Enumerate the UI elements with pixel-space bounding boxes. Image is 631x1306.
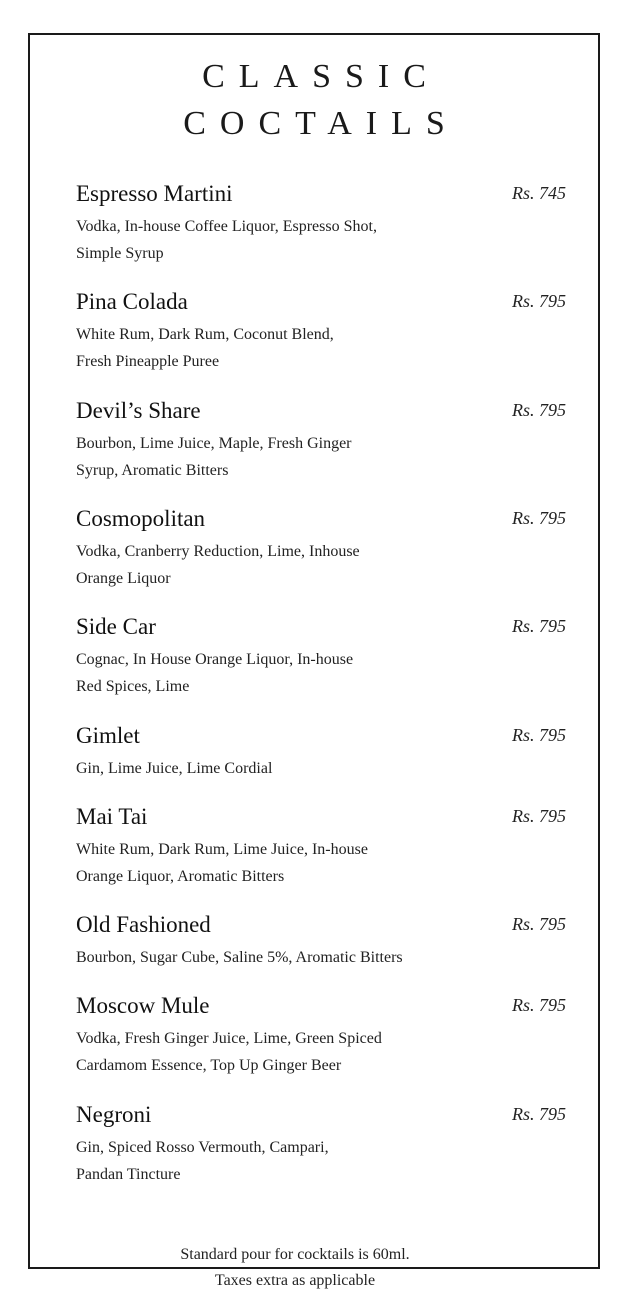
item-name: Moscow Mule [76,993,210,1018]
item-name: Gimlet [76,723,140,748]
item-price: Rs. 795 [512,806,566,826]
item-description [76,430,446,484]
item-description [76,213,446,267]
item-description-line: Syrup, Aromatic Bitters [76,462,229,479]
item-price: Rs. 795 [512,1104,566,1124]
item-name: Espresso Martini [76,181,233,206]
item-price: Rs. 795 [512,725,566,745]
item-price: Rs. 795 [512,616,566,636]
item-price: Rs. 795 [512,400,566,420]
item-description [76,836,446,890]
item-description-line: Red Spices, Lime [76,678,190,695]
footer-pour-note: Standard pour for cocktails is 60ml. [180,1246,410,1263]
item-description-line: Bourbon, Sugar Cube, Saline 5%, Aromatic Bitters [76,949,403,966]
menu-item-pina-colada [76,289,576,375]
item-name: Cosmopolitan [76,506,206,531]
item-description-line: Bourbon, Lime Juice, Maple, Fresh Ginger [76,435,352,452]
menu-item-negroni [76,1102,576,1188]
item-description-line: Orange Liquor, Aromatic Bitters [76,868,285,885]
menu-item-mai-tai [76,804,576,890]
item-price: Rs. 795 [512,914,566,934]
menu-item-side-car [76,614,576,700]
item-name: Side Car [76,614,156,639]
item-description-line: Cardamom Essence, Top Up Ginger Beer [76,1057,342,1074]
item-description-line: White Rum, Dark Rum, Lime Juice, In-house [76,841,368,858]
item-price: Rs. 795 [512,995,566,1015]
item-description [76,755,446,782]
item-name: Negroni [76,1102,152,1127]
item-description-line: Vodka, Cranberry Reduction, Lime, Inhouse [76,543,360,560]
item-description-line: Simple Syrup [76,245,164,262]
item-description [76,1134,446,1188]
item-description-line: Orange Liquor [76,570,171,587]
item-name: Devil’s Share [76,398,201,423]
item-description-line: Gin, Lime Juice, Lime Cordial [76,760,273,777]
menu-item-gimlet [76,723,576,782]
item-description-line: Vodka, In-house Coffee Liquor, Espresso Shot, [76,218,377,235]
item-description [76,1025,446,1079]
item-description [76,646,446,700]
item-price: Rs. 795 [512,291,566,311]
item-name: Old Fashioned [76,912,211,937]
menu-item-moscow-mule [76,993,576,1079]
item-description-line: Fresh Pineapple Puree [76,353,220,370]
menu-title-line2: COCTAILS [183,105,459,142]
item-price: Rs. 795 [512,508,566,528]
menu-item-espresso-martini [76,181,576,267]
menu-item-devils-share [76,398,576,484]
item-description-line: Gin, Spiced Rosso Vermouth, Campari, [76,1139,329,1156]
item-price: Rs. 745 [512,183,566,203]
item-description-line: Cognac, In House Orange Liquor, In-house [76,651,354,668]
item-name: Pina Colada [76,289,188,314]
item-description [76,538,446,592]
footer-tax-note: Taxes extra as applicable [214,1272,376,1289]
item-name: Mai Tai [76,804,148,829]
item-description [76,944,446,971]
menu-item-old-fashioned [76,912,576,971]
item-description [76,321,446,375]
item-description-line: Pandan Tincture [76,1166,181,1183]
menu-title-line1: CLASSIC [202,58,440,95]
item-description-line: White Rum, Dark Rum, Coconut Blend, [76,326,334,343]
item-description-line: Vodka, Fresh Ginger Juice, Lime, Green Spiced [76,1030,382,1047]
menu-item-cosmopolitan [76,506,576,592]
